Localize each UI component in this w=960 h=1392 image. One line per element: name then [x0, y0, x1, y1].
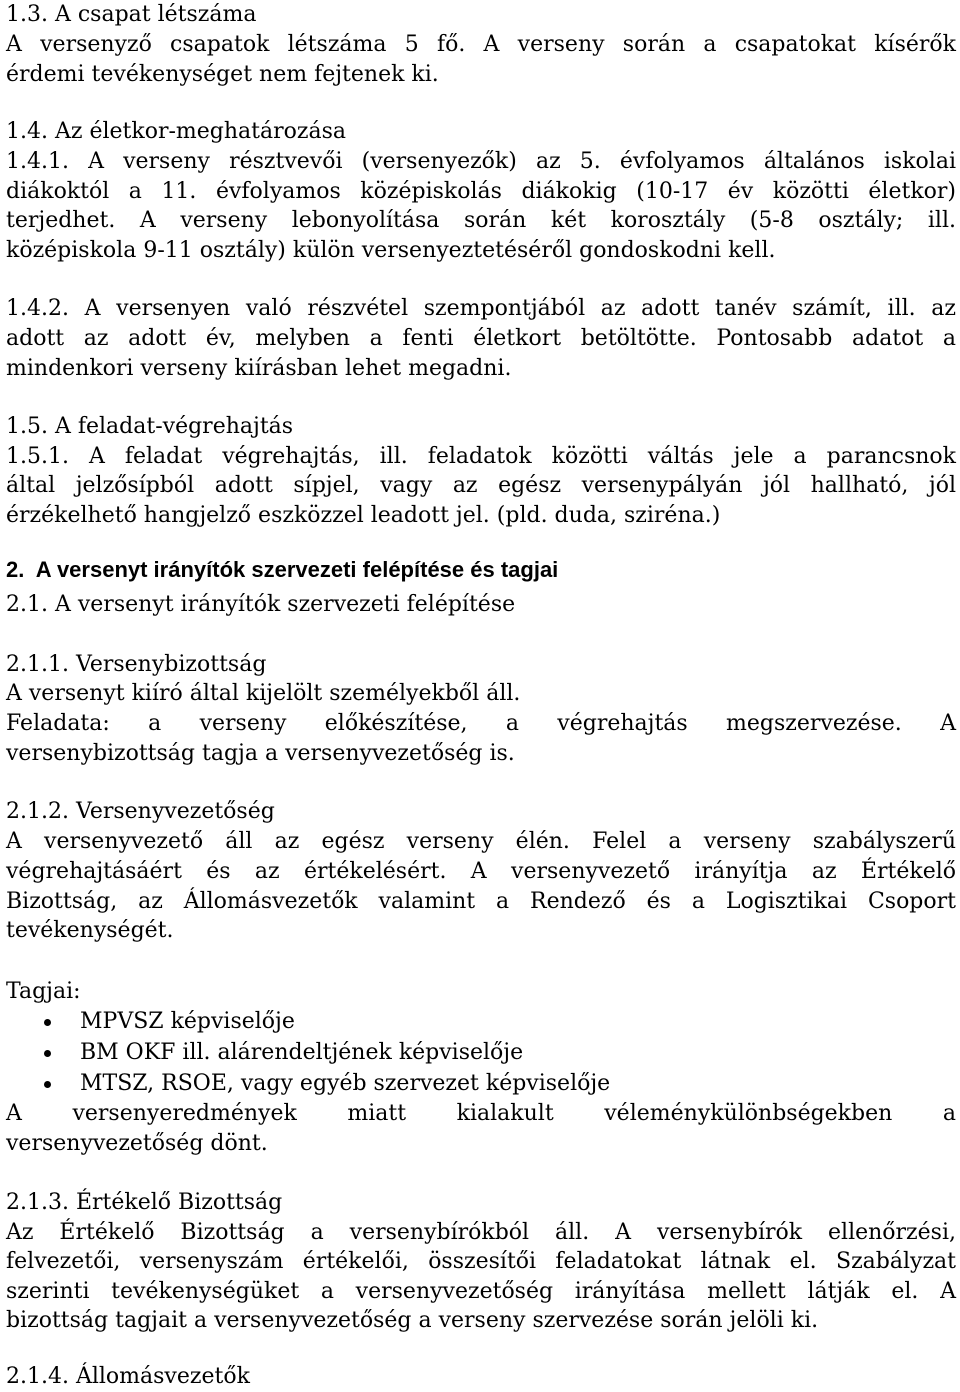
section-1-4-title: 1.4. Az életkor-meghatározása — [6, 119, 346, 144]
paragraph-line: Feladata: a verseny előkészítése, a végrehajtás megszervezése. A — [6, 711, 956, 736]
tagjai-label: Tagjai: — [6, 979, 81, 1004]
paragraph-line: 1.4.2. A versenyen való részvétel szempontjából az adott tanév számít, ill. az — [6, 296, 956, 321]
paragraph-line: A versenyző csapatok létszáma 5 fő. A verseny során a csapatokat kísérők — [6, 32, 956, 57]
paragraph-line: 1.5.1. A feladat végrehajtás, ill. feladatok közötti váltás jele a parancsnok — [6, 444, 956, 469]
paragraph-line: tevékenységét. — [6, 918, 174, 943]
paragraph-line: adott az adott év, melyben a fenti életkort betöltötte. Pontosabb adatot a — [6, 326, 956, 351]
paragraph-line: diákoktól a 11. évfolyamos középiskolás diákokig (10-17 év közötti életkor) — [6, 179, 956, 204]
paragraph-line: által jelzősípból adott sípjel, vagy az egész versenypályán jól hallható, jól — [6, 473, 956, 498]
paragraph-line: versenybizottság tagja a versenyvezetőség is. — [6, 741, 515, 766]
bullet-icon — [44, 1019, 51, 1026]
section-2-1-4-title: 2.1.4. Állomásvezetők — [6, 1364, 250, 1389]
paragraph-line: érdemi tevékenységet nem fejtenek ki. — [6, 62, 439, 87]
paragraph-line: bizottság tagjait a versenyvezetőség a verseny szervezése során jelöli ki. — [6, 1308, 819, 1333]
section-2-heading: 2. A versenyt irányítók szervezeti felépítése és tagjai — [6, 557, 559, 582]
list-item: MPVSZ képviselője — [80, 1009, 295, 1034]
paragraph-line: A versenyvezető áll az egész verseny élén. Felel a verseny szabályszerű — [6, 829, 956, 854]
section-2-1-3-title: 2.1.3. Értékelő Bizottság — [6, 1190, 283, 1215]
paragraph-line: érzékelhető hangjelző eszközzel leadott jel. (pld. duda, sziréna.) — [6, 503, 721, 528]
bullet-icon — [44, 1081, 51, 1088]
list-item: BM OKF ill. alárendeltjének képviselője — [80, 1040, 524, 1065]
section-2-1-title: 2.1. A versenyt irányítók szervezeti felépítése — [6, 592, 516, 617]
paragraph-line: versenyvezetőség dönt. — [6, 1131, 268, 1156]
paragraph-line: középiskola 9-11 osztály) külön versenyeztetéséről gondoskodni kell. — [6, 238, 776, 263]
paragraph-line: felvezetői, versenyszám értékelői, összesítői feladatokat látnak el. Szabályzat — [6, 1249, 956, 1274]
bullet-icon — [44, 1050, 51, 1057]
section-2-1-1-title: 2.1.1. Versenybizottság — [6, 652, 267, 677]
list-item: MTSZ, RSOE, vagy egyéb szervezet képviselője — [80, 1071, 611, 1096]
paragraph-line: A versenyeredmények miatt kialakult véleménykülönbségekben a — [6, 1101, 956, 1126]
paragraph-line: Az Értékelő Bizottság a versenybírókból áll. A versenybírók ellenőrzési, — [6, 1220, 956, 1245]
paragraph-line: 1.4.1. A verseny résztvevői (versenyezők) az 5. évfolyamos általános iskolai — [6, 149, 956, 174]
paragraph-line: mindenkori verseny kiírásban lehet megadni. — [6, 356, 512, 381]
paragraph-line: Bizottság, az Állomásvezetők valamint a Rendező és a Logisztikai Csoport — [6, 889, 956, 914]
paragraph-line: szerinti tevékenységüket a versenyvezetőség irányítása mellett látják el. A — [6, 1279, 956, 1304]
section-1-3-title: 1.3. A csapat létszáma — [6, 2, 257, 27]
paragraph-line: terjedhet. A verseny lebonyolítása során két korosztály (5-8 osztály; ill. — [6, 208, 956, 233]
paragraph-line: A versenyt kiíró által kijelölt személyekből áll. — [6, 681, 521, 706]
section-2-1-2-title: 2.1.2. Versenyvezetőség — [6, 799, 275, 824]
paragraph-line: végrehajtásáért és az értékelésért. A versenyvezető irányítja az Értékelő — [6, 859, 956, 884]
section-1-5-title: 1.5. A feladat-végrehajtás — [6, 414, 294, 439]
